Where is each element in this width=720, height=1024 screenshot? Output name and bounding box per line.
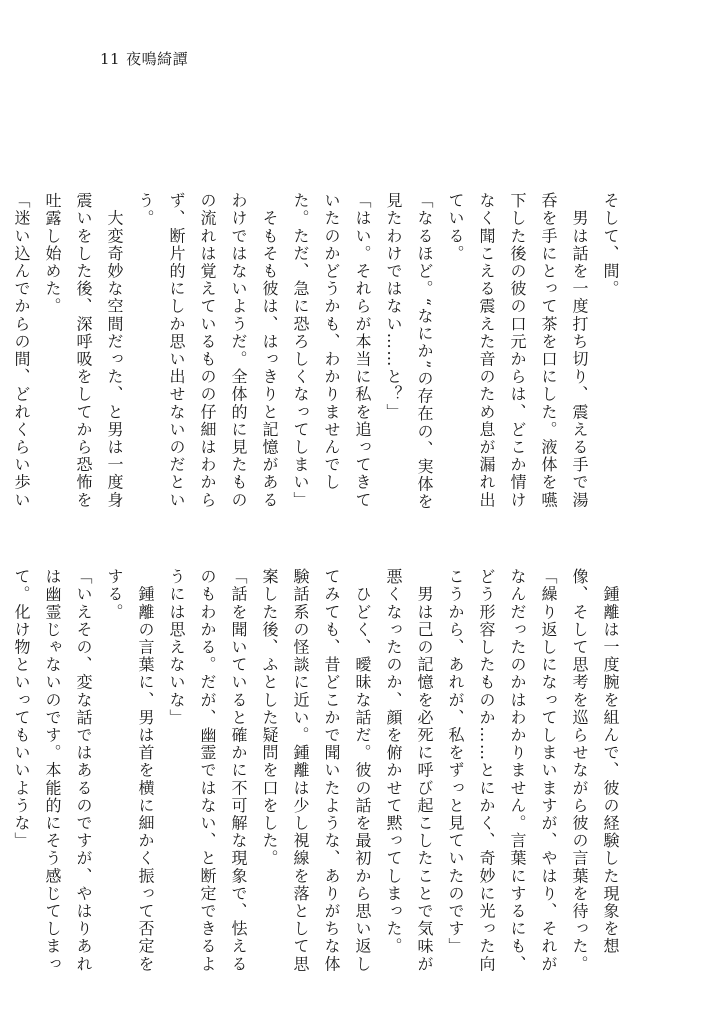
book-title: 夜鳴綺譚 [126,50,189,68]
paragraph: 「迷い込んでからの間、どれくらい歩い [12,192,31,509]
paragraph: 「繰り返しになってしまいますが、やはり、それがなんだったのかはわかりません。言葉にするにも、どう形容したものか……とにかく、奇妙に光った向こうから、あれが、私をずっと見ていたのです」 [446,568,558,973]
paragraph: 男は己の記憶を必死に呼び起こしたことで気味が悪くなったのか、顔を俯かせて黙ってしまった。 [384,568,434,973]
paragraph: 「なるほど。“なにか”の存在の、実体を見たわけではない……と？」 [384,192,434,511]
paragraph: ひどく、曖昧な話だ。彼の話を最初から思い返してみても、昔どこかで聞いたような、ありがちな体験話系の怪談に近い。鍾離は少し視線を落として思案した後、ふとした疑問を口をした。 [260,568,372,973]
page-number: 11 [100,50,121,68]
paragraph: 男は話を一度打ち切り、震える手で湯呑を手にとって茶を口にした。液体を嚥下した後の彼の口元からは、どこか情けなく聞こえる震えた音のため息が漏れ出ている。 [446,192,589,509]
paragraph: 鍾離の言葉に、男は首を横に細かく振って否定をする。 [105,568,155,973]
paragraph: 「いえその、変な話ではあるのですが、やはりあれは幽霊じゃないのです。本能的にそう感じてしまって。化け物といってもいいような」 [12,568,93,973]
text-block-bottom [12,568,626,988]
paragraph: そもそも彼は、はっきりと記憶があるわけではないようだ。全体的に見たものの流れは覚えているものの仔細はわからず、断片的にしか思い出せないのだという。 [136,192,279,509]
paragraph: 鍾離は一度腕を組んで、彼の経験した現象を想像、そして思考を巡らせながら彼の言葉を待った。 [570,568,620,973]
paragraph: 大変奇妙な空間だった、と男は一度身震いをした後、深呼吸をしてから恐怖を吐露し始めた。 [43,192,124,509]
paragraph: 「話を聞いていると確かに不可解な現象で、怯えるのもわかる。だが、幽霊ではない、と断定できるようには思えないな」 [167,568,248,973]
text-block-top [12,192,626,522]
running-header [100,48,188,69]
paragraph: 「はい。それらが本当に私を追ってきていたのかどうかも、わかりませんでした。ただ、急に恐ろしくなってしまい」 [291,192,372,509]
paragraph: そして、間。 [601,192,620,298]
